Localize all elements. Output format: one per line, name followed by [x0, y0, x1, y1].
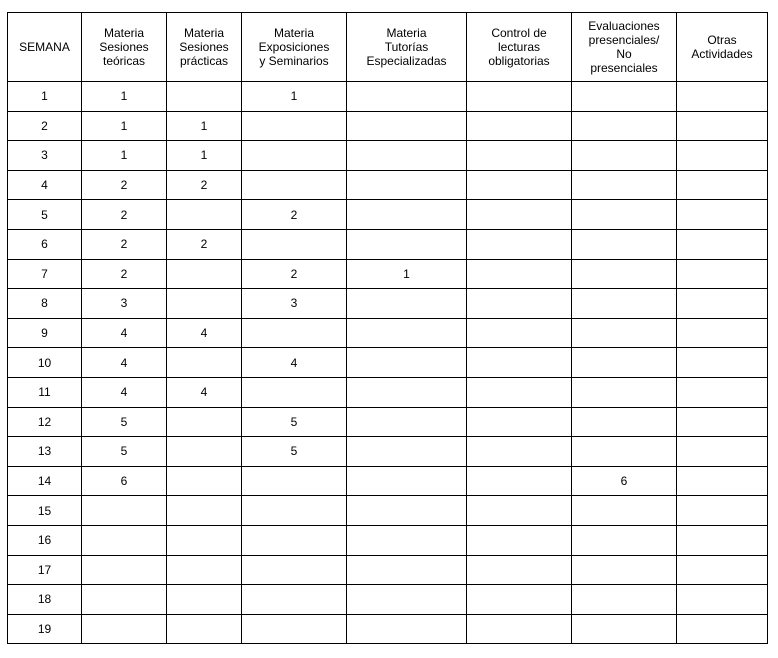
otras-actividades-cell — [677, 111, 768, 141]
evaluaciones-cell — [572, 407, 677, 437]
tutorias-especializadas-cell — [347, 437, 467, 467]
table-row — [8, 289, 768, 319]
header-line: Otras — [707, 33, 737, 47]
otras-actividades-cell — [677, 141, 768, 171]
otras-actividades-cell — [677, 348, 768, 378]
header-sesiones-teoricas — [82, 13, 167, 82]
header-line: Evaluaciones — [588, 19, 660, 33]
evaluaciones-cell — [572, 496, 677, 526]
tutorias-especializadas-cell — [347, 407, 467, 437]
sesiones-practicas-cell — [167, 348, 242, 378]
header-line: obligatorias — [488, 54, 550, 68]
control-lecturas-cell — [467, 82, 572, 112]
week-number: 3 — [8, 141, 82, 171]
table-row — [8, 377, 768, 407]
header-line: Actividades — [691, 47, 753, 61]
tutorias-especializadas-cell — [347, 229, 467, 259]
table-body — [8, 82, 768, 644]
control-lecturas-cell — [467, 348, 572, 378]
tutorias-especializadas-cell — [347, 348, 467, 378]
table-row — [8, 437, 768, 467]
week-number: 13 — [8, 437, 82, 467]
evaluaciones-cell — [572, 82, 677, 112]
tutorias-especializadas-cell — [347, 525, 467, 555]
sesiones-teoricas-cell: 3 — [82, 289, 167, 319]
sesiones-teoricas-cell: 1 — [82, 111, 167, 141]
control-lecturas-cell — [467, 111, 572, 141]
otras-actividades-cell — [677, 82, 768, 112]
table-row — [8, 614, 768, 644]
table-row — [8, 555, 768, 585]
evaluaciones-cell — [572, 614, 677, 644]
otras-actividades-cell — [677, 466, 768, 496]
header-sesiones-practicas — [167, 13, 242, 82]
control-lecturas-cell — [467, 555, 572, 585]
week-number: 18 — [8, 585, 82, 615]
exposiciones-seminarios-cell: 5 — [242, 407, 347, 437]
evaluaciones-cell — [572, 585, 677, 615]
otras-actividades-cell — [677, 289, 768, 319]
sesiones-practicas-cell — [167, 614, 242, 644]
control-lecturas-cell — [467, 496, 572, 526]
table-row — [8, 111, 768, 141]
tutorias-especializadas-cell — [347, 141, 467, 171]
week-number: 10 — [8, 348, 82, 378]
sesiones-practicas-cell: 4 — [167, 377, 242, 407]
sesiones-teoricas-cell: 1 — [82, 141, 167, 171]
tutorias-especializadas-cell — [347, 377, 467, 407]
control-lecturas-cell — [467, 141, 572, 171]
tutorias-especializadas-cell — [347, 111, 467, 141]
header-line: Materia — [386, 26, 427, 40]
evaluaciones-cell — [572, 525, 677, 555]
evaluaciones-cell — [572, 437, 677, 467]
sesiones-teoricas-cell: 2 — [82, 200, 167, 230]
week-number: 19 — [8, 614, 82, 644]
otras-actividades-cell — [677, 437, 768, 467]
evaluaciones-cell — [572, 348, 677, 378]
sesiones-practicas-cell — [167, 466, 242, 496]
sesiones-practicas-cell: 1 — [167, 141, 242, 171]
control-lecturas-cell — [467, 614, 572, 644]
evaluaciones-cell — [572, 111, 677, 141]
sesiones-practicas-cell: 4 — [167, 318, 242, 348]
header-line: SEMANA — [19, 40, 70, 54]
sesiones-teoricas-cell: 6 — [82, 466, 167, 496]
otras-actividades-cell — [677, 614, 768, 644]
tutorias-especializadas-cell: 1 — [347, 259, 467, 289]
evaluaciones-cell — [572, 555, 677, 585]
sesiones-teoricas-cell: 1 — [82, 82, 167, 112]
sesiones-teoricas-cell: 4 — [82, 377, 167, 407]
week-number: 11 — [8, 377, 82, 407]
sesiones-practicas-cell: 1 — [167, 111, 242, 141]
tutorias-especializadas-cell — [347, 555, 467, 585]
table-row — [8, 259, 768, 289]
week-number: 4 — [8, 170, 82, 200]
sesiones-practicas-cell — [167, 200, 242, 230]
otras-actividades-cell — [677, 525, 768, 555]
exposiciones-seminarios-cell — [242, 229, 347, 259]
exposiciones-seminarios-cell: 4 — [242, 348, 347, 378]
tutorias-especializadas-cell — [347, 200, 467, 230]
otras-actividades-cell — [677, 170, 768, 200]
tutorias-especializadas-cell — [347, 82, 467, 112]
sesiones-practicas-cell — [167, 496, 242, 526]
sesiones-teoricas-cell: 2 — [82, 229, 167, 259]
control-lecturas-cell — [467, 437, 572, 467]
week-number: 2 — [8, 111, 82, 141]
tutorias-especializadas-cell — [347, 170, 467, 200]
table-row — [8, 407, 768, 437]
header-otras-actividades — [677, 13, 768, 82]
table-row — [8, 200, 768, 230]
evaluaciones-cell — [572, 377, 677, 407]
header-line: Materia — [183, 26, 224, 40]
week-number: 9 — [8, 318, 82, 348]
header-line: teóricas — [102, 54, 146, 68]
evaluaciones-cell — [572, 318, 677, 348]
otras-actividades-cell — [677, 496, 768, 526]
sesiones-teoricas-cell — [82, 614, 167, 644]
week-number: 12 — [8, 407, 82, 437]
header-line: Sesiones — [99, 40, 149, 54]
header-line: lecturas — [497, 40, 541, 54]
header-line: Materia — [273, 26, 314, 40]
week-number: 14 — [8, 466, 82, 496]
header-line: presenciales/ — [588, 33, 660, 47]
sesiones-teoricas-cell: 4 — [82, 318, 167, 348]
sesiones-practicas-cell: 2 — [167, 170, 242, 200]
header-row — [8, 13, 768, 82]
otras-actividades-cell — [677, 200, 768, 230]
exposiciones-seminarios-cell — [242, 377, 347, 407]
sesiones-practicas-cell — [167, 407, 242, 437]
sesiones-teoricas-cell: 5 — [82, 407, 167, 437]
tutorias-especializadas-cell — [347, 496, 467, 526]
exposiciones-seminarios-cell — [242, 496, 347, 526]
tutorias-especializadas-cell — [347, 466, 467, 496]
week-number: 5 — [8, 200, 82, 230]
exposiciones-seminarios-cell — [242, 141, 347, 171]
sesiones-practicas-cell — [167, 525, 242, 555]
header-line: Especializadas — [366, 54, 447, 68]
sesiones-practicas-cell — [167, 585, 242, 615]
header-exposiciones-seminarios — [242, 13, 347, 82]
header-evaluaciones — [572, 13, 677, 82]
sesiones-practicas-cell — [167, 289, 242, 319]
sesiones-practicas-cell — [167, 437, 242, 467]
tutorias-especializadas-cell — [347, 614, 467, 644]
exposiciones-seminarios-cell — [242, 318, 347, 348]
exposiciones-seminarios-cell: 1 — [242, 82, 347, 112]
evaluaciones-cell — [572, 170, 677, 200]
table-row — [8, 82, 768, 112]
header-line: Exposiciones — [258, 40, 330, 54]
week-number: 8 — [8, 289, 82, 319]
control-lecturas-cell — [467, 170, 572, 200]
week-number: 1 — [8, 82, 82, 112]
exposiciones-seminarios-cell: 5 — [242, 437, 347, 467]
control-lecturas-cell — [467, 466, 572, 496]
evaluaciones-cell — [572, 289, 677, 319]
exposiciones-seminarios-cell: 2 — [242, 200, 347, 230]
header-line: No — [616, 47, 632, 61]
evaluaciones-cell: 6 — [572, 466, 677, 496]
sesiones-teoricas-cell — [82, 585, 167, 615]
table-row — [8, 348, 768, 378]
weekly-schedule-table — [7, 12, 768, 644]
sesiones-teoricas-cell — [82, 496, 167, 526]
table-row — [8, 318, 768, 348]
exposiciones-seminarios-cell: 3 — [242, 289, 347, 319]
header-line: y Seminarios — [259, 54, 329, 68]
week-number: 17 — [8, 555, 82, 585]
header-control-lecturas — [467, 13, 572, 82]
exposiciones-seminarios-cell — [242, 614, 347, 644]
tutorias-especializadas-cell — [347, 585, 467, 615]
table-row — [8, 141, 768, 171]
sesiones-practicas-cell — [167, 82, 242, 112]
header-line: presenciales — [590, 61, 658, 75]
sesiones-teoricas-cell: 5 — [82, 437, 167, 467]
week-number: 15 — [8, 496, 82, 526]
evaluaciones-cell — [572, 200, 677, 230]
exposiciones-seminarios-cell — [242, 170, 347, 200]
control-lecturas-cell — [467, 525, 572, 555]
header-line: Control de — [491, 26, 547, 40]
control-lecturas-cell — [467, 318, 572, 348]
header-semana — [8, 13, 82, 82]
sesiones-practicas-cell — [167, 259, 242, 289]
control-lecturas-cell — [467, 259, 572, 289]
schedule-table-container — [7, 12, 768, 644]
table-row — [8, 525, 768, 555]
evaluaciones-cell — [572, 141, 677, 171]
otras-actividades-cell — [677, 259, 768, 289]
week-number: 7 — [8, 259, 82, 289]
control-lecturas-cell — [467, 407, 572, 437]
table-row — [8, 496, 768, 526]
sesiones-teoricas-cell: 2 — [82, 259, 167, 289]
exposiciones-seminarios-cell — [242, 466, 347, 496]
otras-actividades-cell — [677, 377, 768, 407]
header-line: Materia — [103, 26, 144, 40]
control-lecturas-cell — [467, 377, 572, 407]
tutorias-especializadas-cell — [347, 289, 467, 319]
exposiciones-seminarios-cell — [242, 525, 347, 555]
exposiciones-seminarios-cell — [242, 111, 347, 141]
evaluaciones-cell — [572, 229, 677, 259]
table-row — [8, 170, 768, 200]
tutorias-especializadas-cell — [347, 318, 467, 348]
exposiciones-seminarios-cell — [242, 555, 347, 585]
exposiciones-seminarios-cell: 2 — [242, 259, 347, 289]
sesiones-practicas-cell: 2 — [167, 229, 242, 259]
control-lecturas-cell — [467, 289, 572, 319]
sesiones-teoricas-cell: 2 — [82, 170, 167, 200]
sesiones-practicas-cell — [167, 555, 242, 585]
control-lecturas-cell — [467, 585, 572, 615]
table-row — [8, 585, 768, 615]
header-tutorias-especializadas — [347, 13, 467, 82]
header-line: Sesiones — [179, 40, 229, 54]
header-line: Tutorías — [384, 40, 429, 54]
table-row — [8, 466, 768, 496]
week-number: 6 — [8, 229, 82, 259]
exposiciones-seminarios-cell — [242, 585, 347, 615]
control-lecturas-cell — [467, 229, 572, 259]
header-line: prácticas — [179, 54, 229, 68]
otras-actividades-cell — [677, 407, 768, 437]
otras-actividades-cell — [677, 555, 768, 585]
evaluaciones-cell — [572, 259, 677, 289]
sesiones-teoricas-cell — [82, 525, 167, 555]
control-lecturas-cell — [467, 200, 572, 230]
week-number: 16 — [8, 525, 82, 555]
otras-actividades-cell — [677, 585, 768, 615]
table-row — [8, 229, 768, 259]
table-header — [8, 13, 768, 82]
otras-actividades-cell — [677, 229, 768, 259]
sesiones-teoricas-cell: 4 — [82, 348, 167, 378]
sesiones-teoricas-cell — [82, 555, 167, 585]
otras-actividades-cell — [677, 318, 768, 348]
